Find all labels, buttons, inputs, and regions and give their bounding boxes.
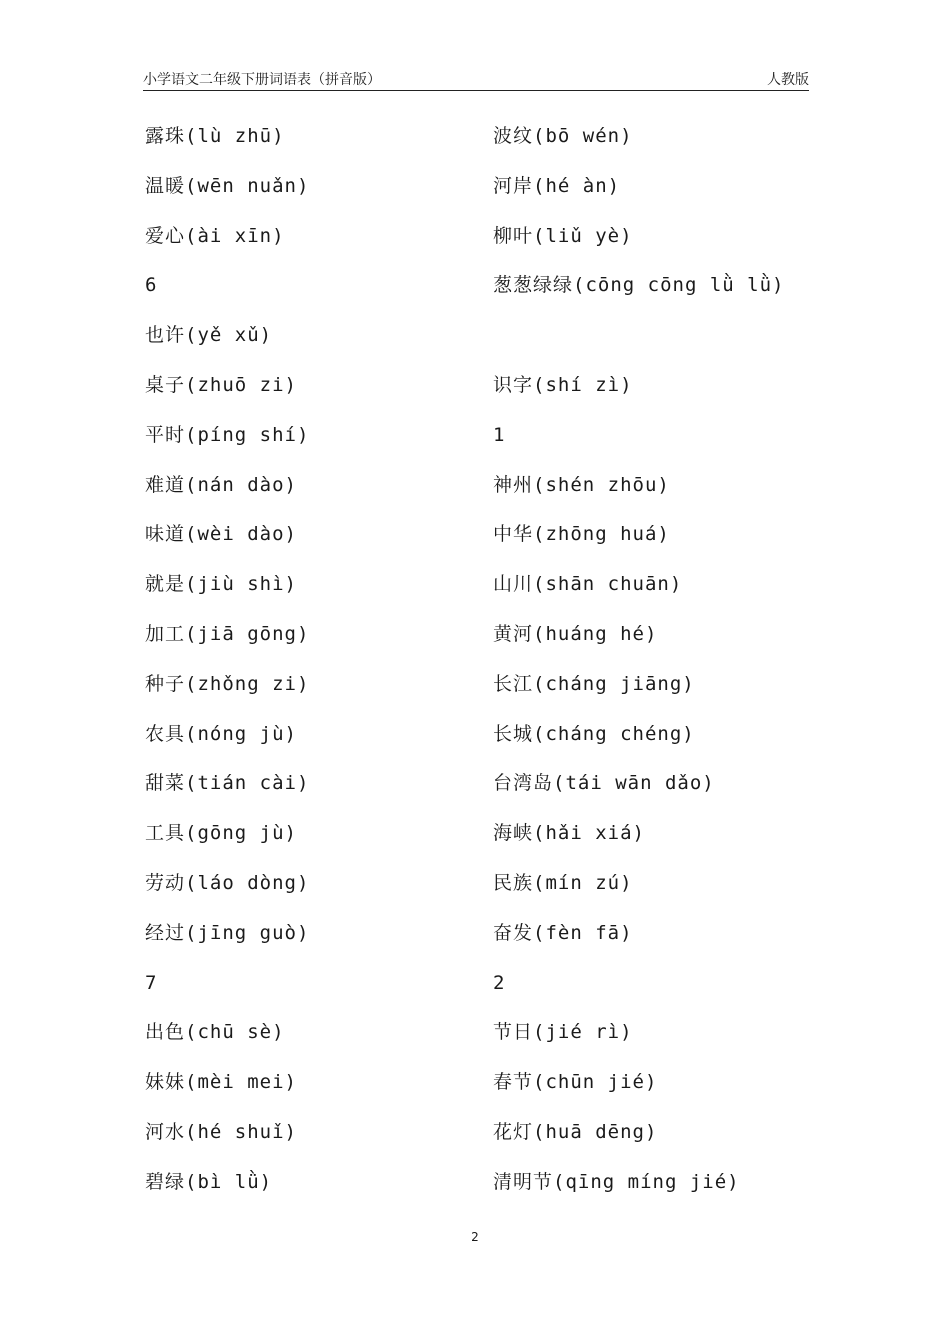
vocab-entry: 波纹(bō wén) — [493, 125, 633, 147]
vocab-entry: 也许(yě xǔ) — [145, 324, 273, 347]
section-heading: 识字(shí zì) — [493, 373, 633, 396]
vocab-entry: 柳叶(liǔ yè) — [493, 224, 633, 247]
vocab-entry: 长城(cháng chéng) — [493, 722, 695, 745]
page-number: 2 — [471, 1230, 479, 1244]
vocab-entry: 神州(shén zhōu) — [493, 473, 670, 496]
vocab-entry: 妹妹(mèi mei) — [145, 1071, 297, 1094]
vocab-entry: 花灯(huā dēng) — [493, 1120, 658, 1143]
vocab-entry: 就是(jiù shì) — [145, 573, 297, 596]
vocab-entry: 黄河(huáng hé) — [493, 622, 658, 645]
right-word-column — [493, 112, 833, 1208]
vocab-entry: 葱葱绿绿(cōng cōng lǜ lǜ) — [493, 274, 785, 297]
lesson-number: 2 — [493, 971, 506, 994]
lesson-number: 7 — [145, 971, 158, 994]
vocab-entry: 奋发(fèn fā) — [493, 921, 633, 944]
vocab-entry: 台湾岛(tái wān dǎo) — [493, 772, 715, 795]
vocab-entry: 中华(zhōng huá) — [493, 523, 670, 546]
vocab-entry: 桌子(zhuō zi) — [145, 373, 297, 396]
vocab-entry: 爱心(ài xīn) — [145, 224, 285, 247]
vocab-entry: 长江(cháng jiāng) — [493, 672, 695, 695]
vocab-entry: 海峡(hǎi xiá) — [493, 822, 645, 845]
vocab-entry: 温暖(wēn nuǎn) — [145, 174, 310, 197]
vocab-entry: 清明节(qīng míng jié) — [493, 1170, 740, 1193]
vocab-entry: 甜菜(tián cài) — [145, 772, 310, 795]
vocab-entry: 难道(nán dào) — [145, 473, 297, 496]
vocab-entry: 河岸(hé àn) — [493, 174, 621, 197]
left-word-column — [145, 112, 485, 1208]
vocab-entry: 味道(wèi dào) — [145, 523, 297, 546]
lesson-number: 6 — [145, 274, 158, 297]
edition-label: 人教版 — [767, 72, 809, 88]
page-header — [143, 70, 809, 91]
lesson-number: 1 — [493, 423, 506, 446]
vocab-entry: 经过(jīng guò) — [145, 921, 310, 944]
document-title: 小学语文二年级下册词语表（拼音版） — [143, 72, 381, 88]
vocab-entry: 山川(shān chuān) — [493, 573, 683, 596]
vocab-entry: 露珠(lù zhū) — [145, 125, 285, 147]
vocab-entry: 春节(chūn jié) — [493, 1071, 658, 1094]
vocab-entry: 平时(píng shí) — [145, 423, 310, 446]
vocab-entry: 民族(mín zú) — [493, 871, 633, 894]
vocab-entry: 河水(hé shuǐ) — [145, 1120, 297, 1143]
vocab-entry: 种子(zhǒng zi) — [145, 672, 310, 695]
blank-row — [493, 311, 833, 361]
vocab-entry: 碧绿(bì lǜ) — [145, 1170, 273, 1193]
vocab-entry: 劳动(láo dòng) — [145, 871, 310, 894]
vocab-entry: 出色(chū sè) — [145, 1021, 285, 1044]
vocab-entry: 加工(jiā gōng) — [145, 622, 310, 645]
vocab-entry: 节日(jié rì) — [493, 1021, 633, 1044]
vocab-entry: 工具(gōng jù) — [145, 822, 297, 845]
vocab-entry: 农具(nóng jù) — [145, 722, 297, 745]
